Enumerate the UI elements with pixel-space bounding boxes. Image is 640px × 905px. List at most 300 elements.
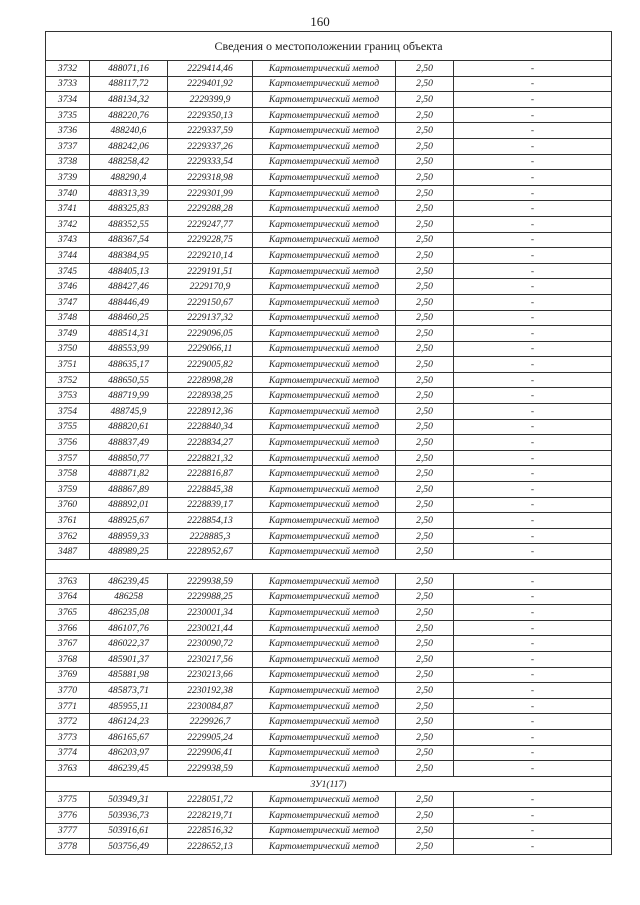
- point-number-cell: 3735: [46, 107, 90, 123]
- accuracy-cell: 2,50: [396, 294, 454, 310]
- table-row: [46, 761, 612, 777]
- y-coordinate-cell: 2229938,59: [168, 761, 253, 777]
- point-number-cell: 3768: [46, 651, 90, 667]
- accuracy-cell: 2,50: [396, 667, 454, 683]
- method-cell: Картометрический метод: [253, 698, 396, 714]
- x-coordinate-cell: 488325,83: [90, 201, 168, 217]
- method-cell: Картометрический метод: [253, 651, 396, 667]
- accuracy-cell: 2,50: [396, 248, 454, 264]
- method-cell: Картометрический метод: [253, 574, 396, 590]
- table-row: [46, 107, 612, 123]
- description-cell: -: [454, 201, 612, 217]
- method-cell: Картометрический метод: [253, 76, 396, 92]
- x-coordinate-cell: 488850,77: [90, 450, 168, 466]
- description-cell: -: [454, 745, 612, 761]
- table-row: [46, 310, 612, 326]
- method-cell: Картометрический метод: [253, 620, 396, 636]
- y-coordinate-cell: 2229414,46: [168, 61, 253, 77]
- accuracy-cell: 2,50: [396, 419, 454, 435]
- x-coordinate-cell: 486203,97: [90, 745, 168, 761]
- point-number-cell: 3756: [46, 435, 90, 451]
- accuracy-cell: 2,50: [396, 372, 454, 388]
- description-cell: -: [454, 123, 612, 139]
- table-row: [46, 667, 612, 683]
- x-coordinate-cell: 488134,32: [90, 92, 168, 108]
- x-coordinate-cell: 488650,55: [90, 372, 168, 388]
- description-cell: -: [454, 683, 612, 699]
- y-coordinate-cell: 2230084,87: [168, 698, 253, 714]
- table-row: [46, 294, 612, 310]
- y-coordinate-cell: 2229905,24: [168, 729, 253, 745]
- description-cell: -: [454, 651, 612, 667]
- table-row: [46, 76, 612, 92]
- accuracy-cell: 2,50: [396, 745, 454, 761]
- y-coordinate-cell: 2228952,67: [168, 544, 253, 560]
- x-coordinate-cell: 488242,06: [90, 138, 168, 154]
- point-number-cell: 3750: [46, 341, 90, 357]
- accuracy-cell: 2,50: [396, 497, 454, 513]
- table-row: [46, 279, 612, 295]
- description-cell: -: [454, 544, 612, 560]
- y-coordinate-cell: 2230001,34: [168, 605, 253, 621]
- y-coordinate-cell: 2229170,9: [168, 279, 253, 295]
- accuracy-cell: 2,50: [396, 482, 454, 498]
- accuracy-cell: 2,50: [396, 388, 454, 404]
- point-number-cell: 3777: [46, 823, 90, 839]
- x-coordinate-cell: 488871,82: [90, 466, 168, 482]
- point-number-cell: 3743: [46, 232, 90, 248]
- accuracy-cell: 2,50: [396, 528, 454, 544]
- x-coordinate-cell: 488367,54: [90, 232, 168, 248]
- description-cell: -: [454, 404, 612, 420]
- x-coordinate-cell: 503936,73: [90, 807, 168, 823]
- table-row: [46, 729, 612, 745]
- table-row: [46, 636, 612, 652]
- method-cell: Картометрический метод: [253, 388, 396, 404]
- point-number-cell: 3732: [46, 61, 90, 77]
- y-coordinate-cell: 2229150,67: [168, 294, 253, 310]
- accuracy-cell: 2,50: [396, 698, 454, 714]
- y-coordinate-cell: 2228821,32: [168, 450, 253, 466]
- accuracy-cell: 2,50: [396, 404, 454, 420]
- point-number-cell: 3733: [46, 76, 90, 92]
- table-row: [46, 154, 612, 170]
- x-coordinate-cell: 488553,99: [90, 341, 168, 357]
- method-cell: Картометрический метод: [253, 528, 396, 544]
- description-cell: -: [454, 248, 612, 264]
- x-coordinate-cell: 488117,72: [90, 76, 168, 92]
- point-number-cell: 3763: [46, 761, 90, 777]
- y-coordinate-cell: 2229399,9: [168, 92, 253, 108]
- point-number-cell: 3747: [46, 294, 90, 310]
- accuracy-cell: 2,50: [396, 729, 454, 745]
- description-cell: -: [454, 107, 612, 123]
- table-row: [46, 544, 612, 560]
- table-row: [46, 341, 612, 357]
- description-cell: -: [454, 185, 612, 201]
- x-coordinate-cell: 488071,16: [90, 61, 168, 77]
- description-cell: -: [454, 435, 612, 451]
- point-number-cell: 3758: [46, 466, 90, 482]
- table-row: [46, 807, 612, 823]
- method-cell: Картометрический метод: [253, 248, 396, 264]
- accuracy-cell: 2,50: [396, 107, 454, 123]
- description-cell: -: [454, 714, 612, 730]
- description-cell: -: [454, 341, 612, 357]
- accuracy-cell: 2,50: [396, 605, 454, 621]
- y-coordinate-cell: 2229191,51: [168, 263, 253, 279]
- x-coordinate-cell: 488220,76: [90, 107, 168, 123]
- x-coordinate-cell: 488427,46: [90, 279, 168, 295]
- y-coordinate-cell: 2229350,13: [168, 107, 253, 123]
- point-number-cell: 3744: [46, 248, 90, 264]
- section-label: ЗУ1(117): [46, 776, 612, 792]
- point-number-cell: 3772: [46, 714, 90, 730]
- table-row: [46, 589, 612, 605]
- point-number-cell: 3765: [46, 605, 90, 621]
- table-row: [46, 466, 612, 482]
- description-cell: -: [454, 232, 612, 248]
- accuracy-cell: 2,50: [396, 216, 454, 232]
- table-row: [46, 651, 612, 667]
- method-cell: Картометрический метод: [253, 761, 396, 777]
- description-cell: -: [454, 698, 612, 714]
- method-cell: Картометрический метод: [253, 714, 396, 730]
- table-row: [46, 92, 612, 108]
- point-number-cell: 3766: [46, 620, 90, 636]
- y-coordinate-cell: 2229333,54: [168, 154, 253, 170]
- accuracy-cell: 2,50: [396, 138, 454, 154]
- x-coordinate-cell: 488405,13: [90, 263, 168, 279]
- y-coordinate-cell: 2229096,05: [168, 326, 253, 342]
- point-number-cell: 3746: [46, 279, 90, 295]
- description-cell: -: [454, 310, 612, 326]
- method-cell: Картометрический метод: [253, 497, 396, 513]
- table-row: [46, 388, 612, 404]
- method-cell: Картометрический метод: [253, 107, 396, 123]
- table-row: [46, 170, 612, 186]
- y-coordinate-cell: 2228845,38: [168, 482, 253, 498]
- method-cell: Картометрический метод: [253, 138, 396, 154]
- y-coordinate-cell: 2229988,25: [168, 589, 253, 605]
- method-cell: Картометрический метод: [253, 216, 396, 232]
- section-header-row: [46, 776, 612, 792]
- point-number-cell: 3751: [46, 357, 90, 373]
- point-number-cell: 3771: [46, 698, 90, 714]
- method-cell: Картометрический метод: [253, 232, 396, 248]
- accuracy-cell: 2,50: [396, 170, 454, 186]
- point-number-cell: 3738: [46, 154, 90, 170]
- table-row: [46, 574, 612, 590]
- y-coordinate-cell: 2228834,27: [168, 435, 253, 451]
- method-cell: Картометрический метод: [253, 466, 396, 482]
- accuracy-cell: 2,50: [396, 185, 454, 201]
- table-row: [46, 823, 612, 839]
- accuracy-cell: 2,50: [396, 201, 454, 217]
- y-coordinate-cell: 2229401,92: [168, 76, 253, 92]
- method-cell: Картометрический метод: [253, 513, 396, 529]
- method-cell: Картометрический метод: [253, 279, 396, 295]
- point-number-cell: 3764: [46, 589, 90, 605]
- x-coordinate-cell: 485881,98: [90, 667, 168, 683]
- x-coordinate-cell: 488313,39: [90, 185, 168, 201]
- description-cell: -: [454, 263, 612, 279]
- accuracy-cell: 2,50: [396, 620, 454, 636]
- point-number-cell: 3748: [46, 310, 90, 326]
- point-number-cell: 3776: [46, 807, 90, 823]
- page-number: 160: [310, 14, 330, 29]
- y-coordinate-cell: 2230021,44: [168, 620, 253, 636]
- method-cell: Картометрический метод: [253, 544, 396, 560]
- table-row: [46, 450, 612, 466]
- accuracy-cell: 2,50: [396, 263, 454, 279]
- table-row: [46, 185, 612, 201]
- accuracy-cell: 2,50: [396, 714, 454, 730]
- accuracy-cell: 2,50: [396, 761, 454, 777]
- method-cell: Картометрический метод: [253, 372, 396, 388]
- description-cell: -: [454, 636, 612, 652]
- accuracy-cell: 2,50: [396, 76, 454, 92]
- empty-separator-row: [46, 560, 612, 574]
- point-number-cell: 3739: [46, 170, 90, 186]
- description-cell: -: [454, 372, 612, 388]
- method-cell: Картометрический метод: [253, 341, 396, 357]
- x-coordinate-cell: 488892,01: [90, 497, 168, 513]
- description-cell: -: [454, 170, 612, 186]
- y-coordinate-cell: 2229337,26: [168, 138, 253, 154]
- description-cell: -: [454, 807, 612, 823]
- description-cell: -: [454, 294, 612, 310]
- description-cell: -: [454, 667, 612, 683]
- x-coordinate-cell: 488240,6: [90, 123, 168, 139]
- y-coordinate-cell: 2229906,41: [168, 745, 253, 761]
- table-body: [46, 32, 612, 855]
- y-coordinate-cell: 2228885,3: [168, 528, 253, 544]
- y-coordinate-cell: 2230192,38: [168, 683, 253, 699]
- description-cell: -: [454, 419, 612, 435]
- description-cell: -: [454, 326, 612, 342]
- description-cell: -: [454, 61, 612, 77]
- table-row: [46, 404, 612, 420]
- method-cell: Картометрический метод: [253, 357, 396, 373]
- table-row: [46, 372, 612, 388]
- description-cell: -: [454, 528, 612, 544]
- accuracy-cell: 2,50: [396, 357, 454, 373]
- x-coordinate-cell: 488290,4: [90, 170, 168, 186]
- y-coordinate-cell: 2230090,72: [168, 636, 253, 652]
- table-row: [46, 263, 612, 279]
- point-number-cell: 3745: [46, 263, 90, 279]
- x-coordinate-cell: 488959,33: [90, 528, 168, 544]
- x-coordinate-cell: 486022,37: [90, 636, 168, 652]
- y-coordinate-cell: 2229926,7: [168, 714, 253, 730]
- method-cell: Картометрический метод: [253, 729, 396, 745]
- point-number-cell: 3775: [46, 792, 90, 808]
- table-row: [46, 745, 612, 761]
- point-number-cell: 3737: [46, 138, 90, 154]
- table-row: [46, 138, 612, 154]
- description-cell: -: [454, 216, 612, 232]
- accuracy-cell: 2,50: [396, 807, 454, 823]
- x-coordinate-cell: 486107,76: [90, 620, 168, 636]
- accuracy-cell: 2,50: [396, 636, 454, 652]
- method-cell: Картометрический метод: [253, 636, 396, 652]
- table-row: [46, 792, 612, 808]
- y-coordinate-cell: 2229005,82: [168, 357, 253, 373]
- point-number-cell: 3736: [46, 123, 90, 139]
- table-row: [46, 201, 612, 217]
- method-cell: Картометрический метод: [253, 419, 396, 435]
- x-coordinate-cell: 485873,71: [90, 683, 168, 699]
- accuracy-cell: 2,50: [396, 92, 454, 108]
- description-cell: -: [454, 279, 612, 295]
- table-row: [46, 683, 612, 699]
- y-coordinate-cell: 2229228,75: [168, 232, 253, 248]
- y-coordinate-cell: 2228516,32: [168, 823, 253, 839]
- point-number-cell: 3734: [46, 92, 90, 108]
- point-number-cell: 3759: [46, 482, 90, 498]
- table-row: [46, 839, 612, 855]
- method-cell: Картометрический метод: [253, 404, 396, 420]
- point-number-cell: 3757: [46, 450, 90, 466]
- accuracy-cell: 2,50: [396, 310, 454, 326]
- description-cell: -: [454, 792, 612, 808]
- method-cell: Картометрический метод: [253, 683, 396, 699]
- accuracy-cell: 2,50: [396, 435, 454, 451]
- description-cell: -: [454, 138, 612, 154]
- description-cell: -: [454, 497, 612, 513]
- table-row: [46, 216, 612, 232]
- accuracy-cell: 2,50: [396, 574, 454, 590]
- table-row: [46, 605, 612, 621]
- point-number-cell: 3767: [46, 636, 90, 652]
- description-cell: -: [454, 823, 612, 839]
- method-cell: Картометрический метод: [253, 823, 396, 839]
- method-cell: Картометрический метод: [253, 123, 396, 139]
- description-cell: -: [454, 154, 612, 170]
- method-cell: Картометрический метод: [253, 482, 396, 498]
- y-coordinate-cell: 2229247,77: [168, 216, 253, 232]
- point-number-cell: 3742: [46, 216, 90, 232]
- method-cell: Картометрический метод: [253, 435, 396, 451]
- y-coordinate-cell: 2228854,13: [168, 513, 253, 529]
- description-cell: -: [454, 761, 612, 777]
- point-number-cell: 3740: [46, 185, 90, 201]
- x-coordinate-cell: 486165,67: [90, 729, 168, 745]
- accuracy-cell: 2,50: [396, 279, 454, 295]
- description-cell: -: [454, 574, 612, 590]
- accuracy-cell: 2,50: [396, 544, 454, 560]
- boundary-coordinates-table: [45, 31, 612, 855]
- table-row: [46, 497, 612, 513]
- method-cell: Картометрический метод: [253, 605, 396, 621]
- x-coordinate-cell: 488820,61: [90, 419, 168, 435]
- description-cell: -: [454, 513, 612, 529]
- method-cell: Картометрический метод: [253, 450, 396, 466]
- description-cell: -: [454, 76, 612, 92]
- point-number-cell: 3741: [46, 201, 90, 217]
- table-row: [46, 123, 612, 139]
- point-number-cell: 3754: [46, 404, 90, 420]
- y-coordinate-cell: 2228652,13: [168, 839, 253, 855]
- table-row: [46, 513, 612, 529]
- method-cell: Картометрический метод: [253, 839, 396, 855]
- accuracy-cell: 2,50: [396, 450, 454, 466]
- y-coordinate-cell: 2229137,32: [168, 310, 253, 326]
- x-coordinate-cell: 503756,49: [90, 839, 168, 855]
- point-number-cell: 3760: [46, 497, 90, 513]
- description-cell: -: [454, 839, 612, 855]
- point-number-cell: 3773: [46, 729, 90, 745]
- table-row: [46, 419, 612, 435]
- description-cell: -: [454, 620, 612, 636]
- accuracy-cell: 2,50: [396, 823, 454, 839]
- coordinates-sheet: [45, 31, 611, 855]
- table-row: [46, 435, 612, 451]
- accuracy-cell: 2,50: [396, 61, 454, 77]
- table-row: [46, 714, 612, 730]
- y-coordinate-cell: 2230217,56: [168, 651, 253, 667]
- table-row: [46, 61, 612, 77]
- method-cell: Картометрический метод: [253, 61, 396, 77]
- accuracy-cell: 2,50: [396, 154, 454, 170]
- description-cell: -: [454, 589, 612, 605]
- x-coordinate-cell: 485955,11: [90, 698, 168, 714]
- method-cell: Картометрический метод: [253, 170, 396, 186]
- empty-separator-cell: [46, 560, 612, 574]
- method-cell: Картометрический метод: [253, 263, 396, 279]
- x-coordinate-cell: 488989,25: [90, 544, 168, 560]
- x-coordinate-cell: 488719,99: [90, 388, 168, 404]
- x-coordinate-cell: 488258,42: [90, 154, 168, 170]
- method-cell: Картометрический метод: [253, 792, 396, 808]
- method-cell: Картометрический метод: [253, 294, 396, 310]
- point-number-cell: 3752: [46, 372, 90, 388]
- x-coordinate-cell: 488867,89: [90, 482, 168, 498]
- point-number-cell: 3755: [46, 419, 90, 435]
- accuracy-cell: 2,50: [396, 466, 454, 482]
- x-coordinate-cell: 488514,31: [90, 326, 168, 342]
- description-cell: -: [454, 605, 612, 621]
- point-number-cell: 3753: [46, 388, 90, 404]
- x-coordinate-cell: 486258: [90, 589, 168, 605]
- method-cell: Картометрический метод: [253, 589, 396, 605]
- y-coordinate-cell: 2228912,36: [168, 404, 253, 420]
- table-row: [46, 326, 612, 342]
- table-row: [46, 232, 612, 248]
- accuracy-cell: 2,50: [396, 589, 454, 605]
- description-cell: -: [454, 92, 612, 108]
- point-number-cell: 3769: [46, 667, 90, 683]
- y-coordinate-cell: 2229318,98: [168, 170, 253, 186]
- accuracy-cell: 2,50: [396, 651, 454, 667]
- x-coordinate-cell: 488837,49: [90, 435, 168, 451]
- y-coordinate-cell: 2228816,87: [168, 466, 253, 482]
- point-number-cell: 3763: [46, 574, 90, 590]
- point-number-cell: 3761: [46, 513, 90, 529]
- x-coordinate-cell: 488925,67: [90, 513, 168, 529]
- description-cell: -: [454, 466, 612, 482]
- point-number-cell: 3749: [46, 326, 90, 342]
- x-coordinate-cell: 488384,95: [90, 248, 168, 264]
- x-coordinate-cell: 486239,45: [90, 761, 168, 777]
- method-cell: Картометрический метод: [253, 310, 396, 326]
- y-coordinate-cell: 2229938,59: [168, 574, 253, 590]
- description-cell: -: [454, 357, 612, 373]
- accuracy-cell: 2,50: [396, 513, 454, 529]
- point-number-cell: 3762: [46, 528, 90, 544]
- method-cell: Картометрический метод: [253, 326, 396, 342]
